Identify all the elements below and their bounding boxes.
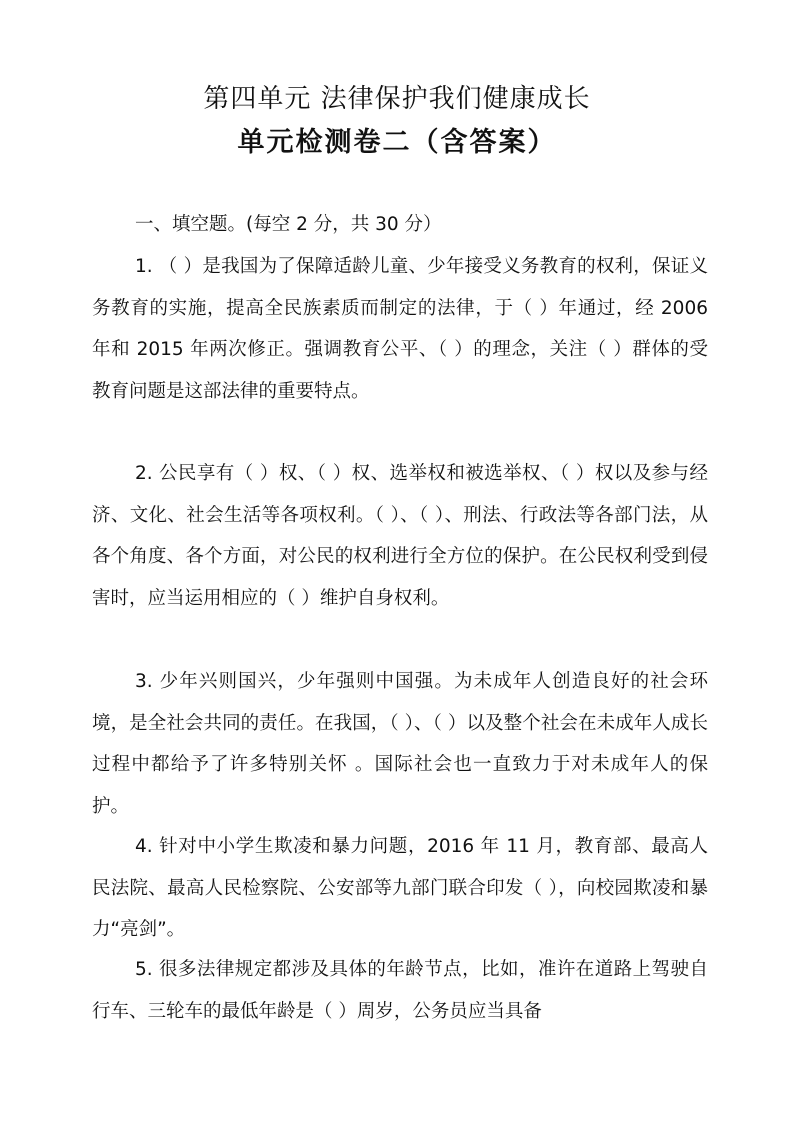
question-4: 4. 针对中小学生欺凌和暴力问题，2016 年 11 月，教育部、最高人民法院、最高人民检察院、公安部等九部门联合印发（ ），向校园欺凌和暴力“亮剑”。: [92, 836, 708, 940]
question-1: 1. （ ）是我国为了保障适龄儿童、少年接受义务教育的权利，保证义务教育的实施，提高全民族素质而制定的法律，于（ ）年通过，经 2006 年和 2015 年两次修正。强调教育公平、（ ）的理念，关注（ ）群体的受教育问题是这部法律的重要特点。: [92, 256, 708, 402]
question-5: 5. 很多法律规定都涉及具体的年龄节点，比如，准许在道路上驾驶自行车、三轮车的最低年龄是（ ）周岁，公务员应当具备: [92, 959, 708, 1022]
question-3: 3. 少年兴则国兴，少年强则中国强。为未成年人创造良好的社会环境，是全社会共同的责任。在我国，（ ）、（ ）以及整个社会在未成年人成长过程中都给予了许多特别关怀 。国际社会也一直致力于对未成年人的保护。: [92, 671, 708, 817]
question-2: 2. 公民享有（ ）权、（ ）权、选举权和被选举权、（ ）权以及参与经济、文化、社会生活等各项权利。（ ）、（ ）、刑法、行政法等各部门法，从各个角度、各个方面，对公民的权利进行全方位的保护。在公民权利受到侵害时，应当运用相应的（ ）维护自身权利。: [92, 463, 708, 609]
section-heading: 一、填空题。(每空 2 分，共 30 分）: [135, 214, 442, 235]
test-subtitle: 单元检测卷二（含答案）: [237, 127, 557, 158]
unit-title: 第四单元 法律保护我们健康成长: [203, 84, 591, 114]
